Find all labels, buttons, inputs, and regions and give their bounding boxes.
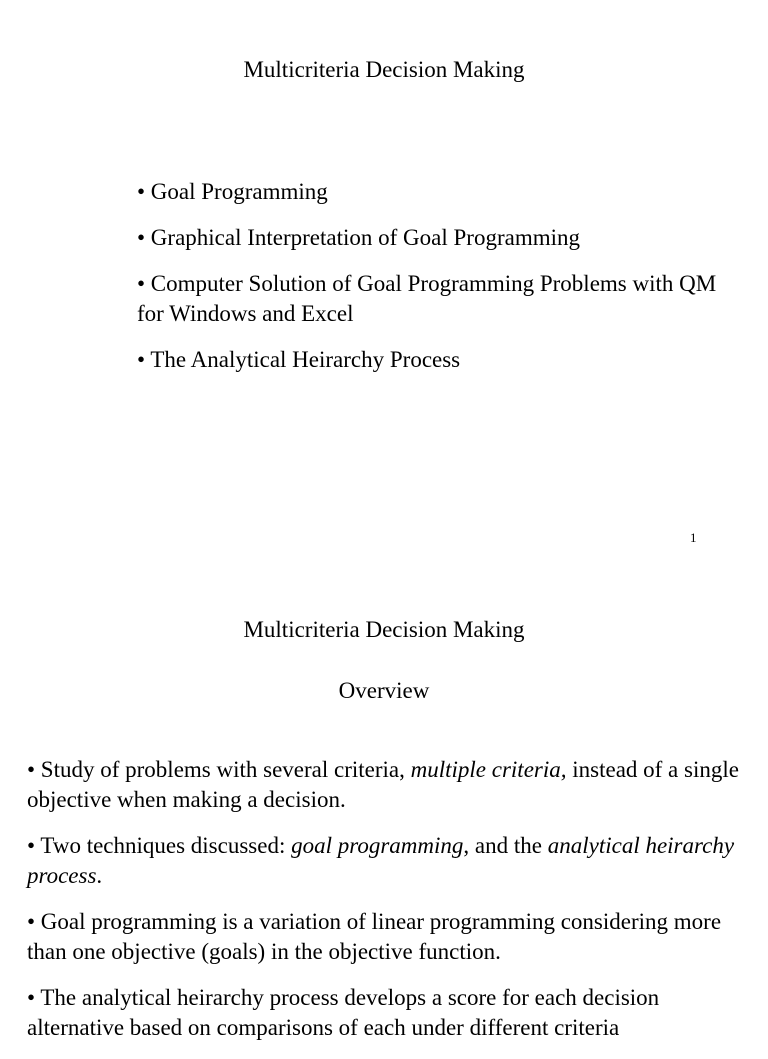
bullet-text: , and the — [463, 833, 548, 858]
list-item: • Goal programming is a variation of linear programming considering more than one objective (goals) in the objective function. — [27, 909, 722, 964]
list-item: • The analytical heirarchy process develops a score for each decision alternative based on comparisons of each under different criteria — [27, 985, 660, 1040]
slide-subtitle: Overview — [338, 678, 430, 703]
bullet-text: • Two techniques discussed: — [27, 833, 292, 858]
bullet-text: • Study of problems with several criteria, — [27, 757, 411, 782]
topic-list — [137, 177, 747, 391]
bullet-emphasis: multiple criteria, — [410, 757, 567, 782]
list-item — [27, 755, 757, 815]
bullet-text: instead of a single objective when making a decision. — [27, 757, 739, 812]
bullet-emphasis: analytical heirarchy process — [27, 833, 735, 888]
list-item: • The Analytical Heirarchy Process — [137, 347, 461, 372]
slide-2 — [0, 560, 768, 1040]
page-number: 1 — [690, 530, 697, 545]
slide-title: Multicriteria Decision Making — [243, 57, 525, 82]
slide-title: Multicriteria Decision Making — [243, 617, 525, 642]
overview-list — [27, 755, 757, 1059]
list-item — [27, 831, 757, 891]
list-item: • Computer Solution of Goal Programming Problems with QM for Windows and Excel — [137, 271, 717, 326]
list-item: • Goal Programming — [137, 179, 328, 204]
list-item: • Graphical Interpretation of Goal Programming — [137, 225, 580, 250]
bullet-emphasis: goal programming — [291, 833, 464, 858]
bullet-text: . — [96, 863, 103, 888]
